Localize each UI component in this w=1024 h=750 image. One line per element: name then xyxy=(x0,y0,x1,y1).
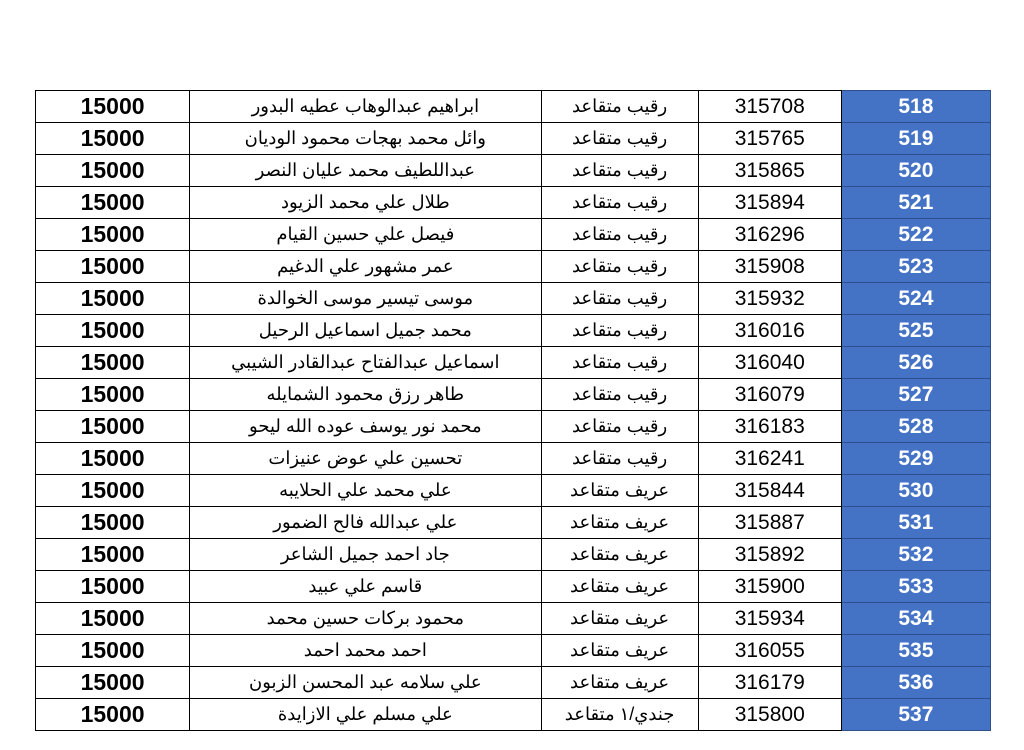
amount-cell: 15000 xyxy=(36,571,190,603)
military-number-cell: 315800 xyxy=(698,699,841,731)
amount-cell: 15000 xyxy=(36,91,190,123)
rank-cell: رقيب متقاعد xyxy=(541,283,698,315)
rank-cell: رقيب متقاعد xyxy=(541,411,698,443)
sequence-number-cell: 526 xyxy=(841,347,990,379)
sequence-number-cell: 521 xyxy=(841,187,990,219)
table-row xyxy=(36,475,991,507)
military-number-cell: 316016 xyxy=(698,315,841,347)
military-number-cell: 315887 xyxy=(698,507,841,539)
table-row xyxy=(36,699,991,731)
military-number-cell: 316040 xyxy=(698,347,841,379)
military-number-cell: 315934 xyxy=(698,603,841,635)
sequence-number-cell: 519 xyxy=(841,123,990,155)
sequence-number-cell: 537 xyxy=(841,699,990,731)
sequence-number-cell: 536 xyxy=(841,667,990,699)
amount-cell: 15000 xyxy=(36,347,190,379)
table-row xyxy=(36,91,991,123)
amount-cell: 15000 xyxy=(36,539,190,571)
table-row xyxy=(36,123,991,155)
table-row xyxy=(36,315,991,347)
name-cell: محمد نور يوسف عوده الله ليحو xyxy=(190,411,541,443)
amount-cell: 15000 xyxy=(36,187,190,219)
amount-cell: 15000 xyxy=(36,699,190,731)
rank-cell: رقيب متقاعد xyxy=(541,187,698,219)
sequence-number-cell: 524 xyxy=(841,283,990,315)
military-number-cell: 315894 xyxy=(698,187,841,219)
rank-cell: رقيب متقاعد xyxy=(541,379,698,411)
sequence-number-cell: 532 xyxy=(841,539,990,571)
military-number-cell: 315865 xyxy=(698,155,841,187)
amount-cell: 15000 xyxy=(36,635,190,667)
military-number-cell: 316179 xyxy=(698,667,841,699)
amount-cell: 15000 xyxy=(36,603,190,635)
table-row xyxy=(36,667,991,699)
table-row xyxy=(36,155,991,187)
military-number-cell: 315844 xyxy=(698,475,841,507)
sequence-number-cell: 534 xyxy=(841,603,990,635)
military-number-cell: 315932 xyxy=(698,283,841,315)
table-row xyxy=(36,443,991,475)
table-row xyxy=(36,347,991,379)
military-number-cell: 316241 xyxy=(698,443,841,475)
amount-cell: 15000 xyxy=(36,315,190,347)
sequence-number-cell: 533 xyxy=(841,571,990,603)
name-cell: وائل محمد بهجات محمود الوديان xyxy=(190,123,541,155)
table-row xyxy=(36,379,991,411)
sequence-number-cell: 528 xyxy=(841,411,990,443)
amount-cell: 15000 xyxy=(36,379,190,411)
name-cell: محمود بركات حسين محمد xyxy=(190,603,541,635)
sequence-number-cell: 523 xyxy=(841,251,990,283)
name-cell: قاسم علي عبيد xyxy=(190,571,541,603)
rank-cell: جندي/١ متقاعد xyxy=(541,699,698,731)
rank-cell: عريف متقاعد xyxy=(541,635,698,667)
military-number-cell: 315708 xyxy=(698,91,841,123)
table-row xyxy=(36,571,991,603)
military-number-cell: 316296 xyxy=(698,219,841,251)
military-number-cell: 315900 xyxy=(698,571,841,603)
rank-cell: عريف متقاعد xyxy=(541,571,698,603)
sequence-number-cell: 525 xyxy=(841,315,990,347)
name-cell: عمر مشهور علي الدغيم xyxy=(190,251,541,283)
rank-cell: عريف متقاعد xyxy=(541,667,698,699)
name-cell: طاهر رزق محمود الشمايله xyxy=(190,379,541,411)
name-cell: فيصل علي حسين القيام xyxy=(190,219,541,251)
name-cell: علي عبدالله فالح الضمور xyxy=(190,507,541,539)
military-number-cell: 315892 xyxy=(698,539,841,571)
rank-cell: عريف متقاعد xyxy=(541,507,698,539)
table-row xyxy=(36,507,991,539)
name-cell: محمد جميل اسماعيل الرحيل xyxy=(190,315,541,347)
sequence-number-cell: 530 xyxy=(841,475,990,507)
name-cell: عبداللطيف محمد عليان النصر xyxy=(190,155,541,187)
amount-cell: 15000 xyxy=(36,443,190,475)
name-cell: اسماعيل عبدالفتاح عبدالقادر الشيبي xyxy=(190,347,541,379)
sequence-number-cell: 535 xyxy=(841,635,990,667)
name-cell: جاد احمد جميل الشاعر xyxy=(190,539,541,571)
table-row xyxy=(36,539,991,571)
amount-cell: 15000 xyxy=(36,507,190,539)
rank-cell: عريف متقاعد xyxy=(541,539,698,571)
rank-cell: عريف متقاعد xyxy=(541,603,698,635)
name-cell: تحسين علي عوض عنيزات xyxy=(190,443,541,475)
rank-cell: رقيب متقاعد xyxy=(541,91,698,123)
table-row xyxy=(36,219,991,251)
rank-cell: رقيب متقاعد xyxy=(541,315,698,347)
military-number-cell: 316079 xyxy=(698,379,841,411)
table-row xyxy=(36,283,991,315)
name-cell: علي مسلم علي الازايدة xyxy=(190,699,541,731)
name-cell: احمد محمد احمد xyxy=(190,635,541,667)
amount-cell: 15000 xyxy=(36,667,190,699)
rank-cell: عريف متقاعد xyxy=(541,475,698,507)
table-row xyxy=(36,603,991,635)
sequence-number-cell: 531 xyxy=(841,507,990,539)
table-row xyxy=(36,411,991,443)
rank-cell: رقيب متقاعد xyxy=(541,155,698,187)
sequence-number-cell: 529 xyxy=(841,443,990,475)
military-number-cell: 316055 xyxy=(698,635,841,667)
amount-cell: 15000 xyxy=(36,475,190,507)
table-body xyxy=(36,91,991,731)
name-cell: طلال علي محمد الزيود xyxy=(190,187,541,219)
name-cell: ابراهيم عبدالوهاب عطيه البدور xyxy=(190,91,541,123)
rank-cell: رقيب متقاعد xyxy=(541,123,698,155)
sequence-number-cell: 522 xyxy=(841,219,990,251)
amount-cell: 15000 xyxy=(36,283,190,315)
name-cell: موسى تيسير موسى الخوالدة xyxy=(190,283,541,315)
name-cell: علي سلامه عبد المحسن الزبون xyxy=(190,667,541,699)
sequence-number-cell: 527 xyxy=(841,379,990,411)
rank-cell: رقيب متقاعد xyxy=(541,347,698,379)
retirees-table xyxy=(35,90,991,731)
table-row xyxy=(36,635,991,667)
amount-cell: 15000 xyxy=(36,251,190,283)
name-cell: علي محمد علي الحلايبه xyxy=(190,475,541,507)
table-row xyxy=(36,187,991,219)
amount-cell: 15000 xyxy=(36,411,190,443)
rank-cell: رقيب متقاعد xyxy=(541,443,698,475)
sequence-number-cell: 520 xyxy=(841,155,990,187)
military-number-cell: 315908 xyxy=(698,251,841,283)
military-number-cell: 315765 xyxy=(698,123,841,155)
rank-cell: رقيب متقاعد xyxy=(541,251,698,283)
sequence-number-cell: 518 xyxy=(841,91,990,123)
amount-cell: 15000 xyxy=(36,155,190,187)
rank-cell: رقيب متقاعد xyxy=(541,219,698,251)
military-number-cell: 316183 xyxy=(698,411,841,443)
amount-cell: 15000 xyxy=(36,219,190,251)
amount-cell: 15000 xyxy=(36,123,190,155)
table-row xyxy=(36,251,991,283)
